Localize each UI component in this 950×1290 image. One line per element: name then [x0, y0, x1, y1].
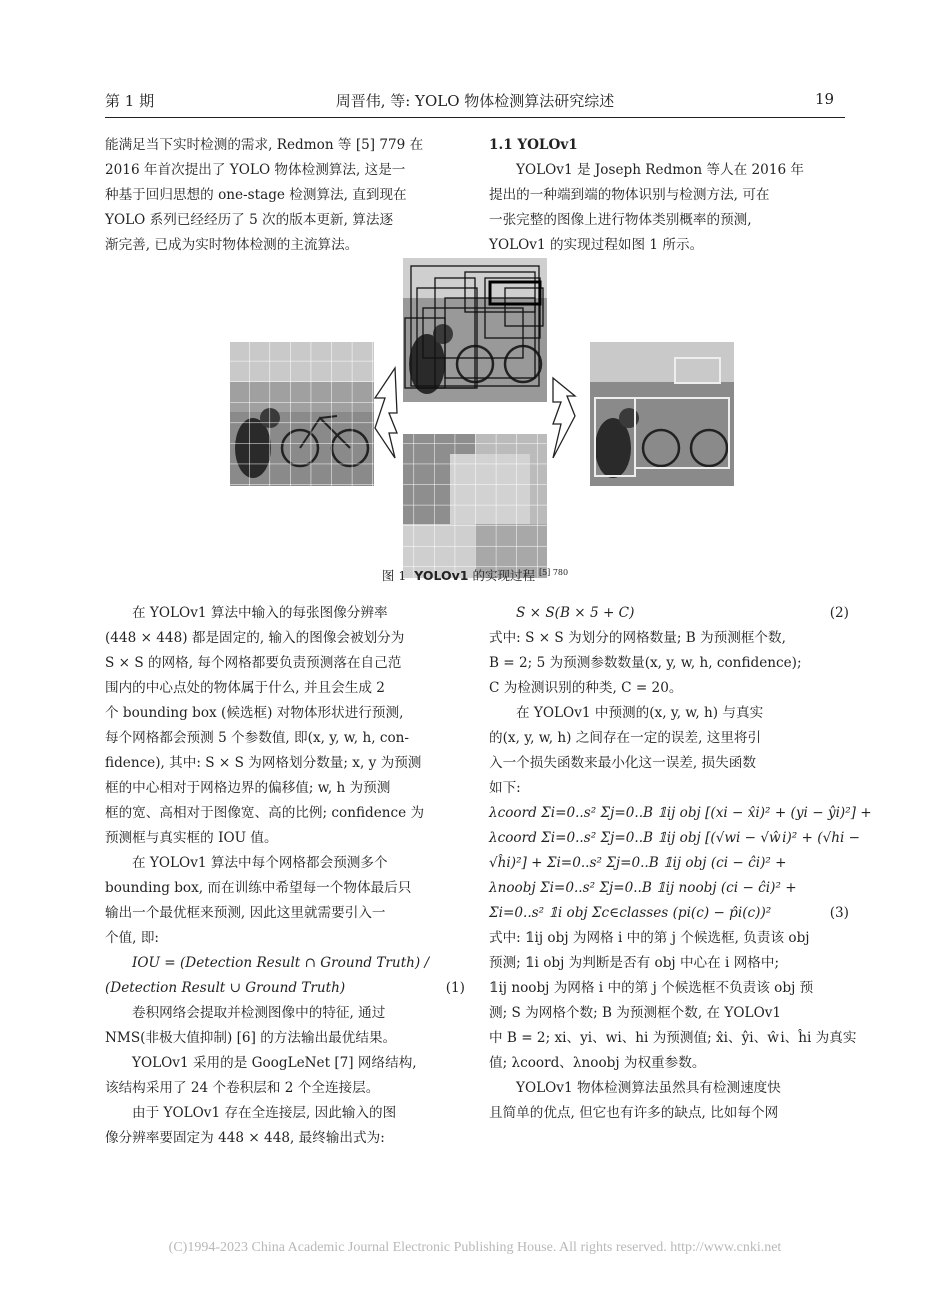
text-line: 一张完整的图像上进行物体类别概率的预测,	[489, 212, 752, 228]
yolo-figure	[105, 258, 845, 578]
text-line	[489, 901, 849, 926]
left-column-intro	[105, 133, 465, 258]
text-line: 如下:	[489, 780, 521, 796]
text-line: 框的宽、高相对于图像宽、高的比例; confidence 为	[105, 805, 425, 821]
text-line: λcoord Σi=0..s² Σj=0..B 𝟙ij obj [(√wi − √ŵi)² + (√hi −	[489, 830, 861, 846]
issue-number: 第 1 期	[105, 92, 155, 110]
text-line	[105, 976, 465, 1001]
text-line: 预测; 𝟙i obj 为判断是否有 obj 中心在 i 网格中;	[489, 955, 780, 971]
text-line: 提出的一种端到端的物体识别与检测方法, 可在	[489, 187, 770, 203]
text-line: 卷积网络会提取并检测图像中的特征, 通过	[132, 1005, 386, 1021]
running-title: 周晋伟, 等: YOLO 物体检测算法研究综述	[335, 92, 615, 110]
equation-text: (Detection Result ∪ Ground Truth)	[105, 980, 346, 996]
text-line: 测; S 为网格个数; B 为预测框个数, 在 YOLOv1	[489, 1005, 782, 1021]
text-line: YOLO 系列已经经历了 5 次的版本更新, 算法逐	[105, 212, 394, 228]
caption-ref: [5] 780	[538, 567, 569, 577]
text-line: 该结构采用了 24 个卷积层和 2 个全连接层。	[105, 1080, 380, 1096]
text-line: 式中: S × S 为划分的网格数量; B 为预测框个数,	[489, 630, 786, 646]
final-detection-image	[590, 342, 734, 486]
text-line: 在 YOLOv1 算法中每个网格都会预测多个	[132, 855, 388, 871]
equation-text: Σi=0..s² 𝟙i obj Σc∈classes (pi(c) − p̂i(c))²	[489, 905, 772, 921]
text-line: 像分辨率要固定为 448 × 448, 最终输出式为:	[105, 1130, 385, 1146]
text-line: 能满足当下实时检测的需求, Redmon 等 [5] 779 在	[105, 137, 424, 153]
right-column-intro	[489, 133, 849, 258]
left-column-body	[105, 601, 465, 1151]
text-line: √ĥi)²] + Σi=0..s² Σj=0..B 𝟙ij obj (ci − ĉi)² +	[489, 855, 787, 871]
text-line	[489, 601, 849, 626]
bounding-box-predictions-image	[403, 258, 547, 402]
text-line: YOLOv1 是 Joseph Redmon 等人在 2016 年	[516, 162, 805, 178]
text-line: 的(x, y, w, h) 之间存在一定的误差, 这里将引	[489, 730, 762, 746]
text-line: 渐完善, 已成为实时物体检测的主流算法。	[105, 237, 359, 253]
text-line: 个值, 即:	[105, 930, 160, 946]
text-line: 个 bounding box (候选框) 对物体形状进行预测,	[105, 705, 404, 721]
text-line: λcoord Σi=0..s² Σj=0..B 𝟙ij obj [(xi − x̂i)² + (yi − ŷi)²] +	[489, 805, 872, 821]
text-line: 围内的中心点处的物体属于什么, 并且会生成 2	[105, 680, 385, 696]
text-line: 𝟙ij noobj 为网格 i 中的第 j 个候选框不负责该 obj 预	[489, 980, 814, 996]
text-line: 预测框与真实框的 IOU 值。	[105, 830, 278, 846]
right-column-body	[489, 601, 872, 1126]
arrow-left	[375, 368, 397, 458]
figure-caption	[0, 566, 950, 584]
text-line: YOLOv1 的实现过程如图 1 所示。	[489, 237, 704, 253]
text-line: 值; λcoord、λnoobj 为权重参数。	[489, 1055, 706, 1071]
text-line: fidence), 其中: S × S 为网格划分数量; x, y 为预测	[105, 755, 422, 771]
class-probability-map	[403, 434, 547, 578]
text-line: (448 × 448) 都是固定的, 输入的图像会被划分为	[105, 630, 405, 646]
text-line: IOU = (Detection Result ∩ Ground Truth) /	[132, 955, 430, 971]
section-heading: 1.1 YOLOv1	[489, 137, 578, 153]
equation-text: S × S(B × 5 + C)	[516, 605, 635, 621]
header-rule	[105, 117, 845, 118]
text-line: 入一个损失函数来最小化这一误差, 损失函数	[489, 755, 756, 771]
text-line: 在 YOLOv1 中预测的(x, y, w, h) 与真实	[516, 705, 764, 721]
arrow-right	[553, 378, 575, 458]
copyright-footer: (C)1994-2023 China Academic Journal Electronic Publishing House. All rights reserved. http://www.cnki.net	[168, 1240, 782, 1255]
text-line: S × S 的网格, 每个网格都要负责预测落在自己范	[105, 655, 402, 671]
caption-text: 的实现过程	[472, 568, 535, 583]
text-line: C 为检测识别的种类, C = 20。	[489, 680, 683, 696]
text-line: bounding box, 而在训练中希望每一个物体最后只	[105, 880, 412, 896]
text-line: 框的中心相对于网格边界的偏移值; w, h 为预测	[105, 780, 391, 796]
text-line: 中 B = 2; xi、yi、wi、hi 为预测值; x̂i、ŷi、ŵi、ĥi 为真实	[489, 1030, 857, 1046]
text-line: λnoobj Σi=0..s² Σj=0..B 𝟙ij noobj (ci − ĉi)² +	[489, 880, 797, 896]
text-line: NMS(非极大值抑制) [6] 的方法输出最优结果。	[105, 1030, 397, 1046]
input-grid-image	[230, 342, 374, 486]
text-line: YOLOv1 采用的是 GoogLeNet [7] 网络结构,	[132, 1055, 417, 1071]
caption-label: 图 1	[381, 568, 407, 583]
equation-number: (2)	[829, 605, 849, 621]
page-number: 19	[815, 90, 835, 108]
text-line: 输出一个最优框来预测, 因此这里就需要引入一	[105, 905, 386, 921]
text-line: 2016 年首次提出了 YOLO 物体检测算法, 这是一	[105, 162, 406, 178]
text-line: 每个网格都会预测 5 个参数值, 即(x, y, w, h, con-	[105, 730, 409, 746]
text-line: YOLOv1 物体检测算法虽然具有检测速度快	[516, 1080, 781, 1096]
text-line: 种基于回归思想的 one-stage 检测算法, 直到现在	[105, 187, 407, 203]
text-line: B = 2; 5 为预测参数数量(x, y, w, h, confidence);	[489, 655, 802, 671]
text-line: 在 YOLOv1 算法中输入的每张图像分辨率	[132, 605, 388, 621]
equation-number: (3)	[829, 905, 849, 921]
text-line: 式中: 𝟙ij obj 为网格 i 中的第 j 个候选框, 负责该 obj	[489, 930, 810, 946]
text-line: 且简单的优点, 但它也有许多的缺点, 比如每个网	[489, 1105, 779, 1121]
text-line: 由于 YOLOv1 存在全连接层, 因此输入的图	[132, 1105, 397, 1121]
caption-title: YOLOv1	[414, 568, 469, 583]
equation-number: (1)	[445, 980, 465, 996]
